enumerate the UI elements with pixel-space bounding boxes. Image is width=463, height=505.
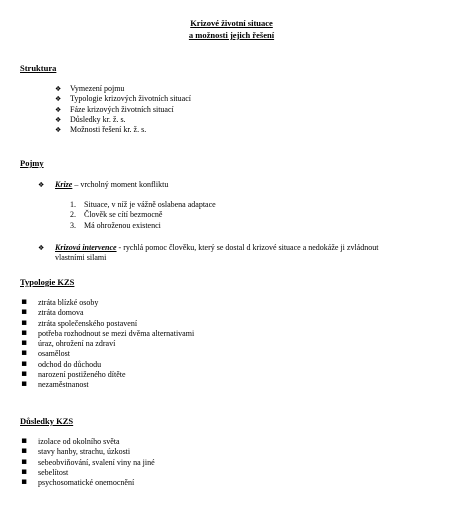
intervence-term: Krizová intervence [55, 243, 117, 252]
numbered-item: 1. Situace, v níž je vážně oslabena adaptace [70, 200, 216, 209]
list-item: ❖ Vymezení pojmu [55, 84, 191, 94]
intervence-description-cont: vlastními silami [55, 253, 107, 263]
list-item: ▪ potřeba rozhodnout se mezi dvěma alternativami [21, 329, 194, 339]
list-item: ▪ odchod do důchodu [21, 360, 194, 370]
heading-typologie: Typologie KZS [20, 277, 75, 287]
krize-subitems [70, 200, 216, 231]
numbered-item: 2. Člověk se cítí bezmocně [70, 210, 163, 220]
krize-definition [55, 180, 168, 190]
typologie-list [21, 298, 194, 391]
list-item: ▪ narození postiženého dítěte [21, 370, 194, 380]
list-item: ▪ psychosomatické onemocnění [21, 478, 155, 488]
diamond-bullet-icon: ❖ [38, 244, 45, 252]
list-item: ▪ osamělost [21, 349, 194, 359]
list-item: ❖ Typologie krizových životních situací [55, 94, 191, 104]
list-item: ▪ ztráta společenského postavení [21, 319, 194, 329]
list-item: ❖ Fáze krizových životních situací [55, 105, 191, 115]
intervence-definition [55, 243, 378, 253]
list-item: ▪ nezaměstnanost [21, 380, 194, 390]
dusledky-list [21, 437, 155, 488]
numbered-item: 3. Má ohroženou existenci [70, 220, 161, 230]
diamond-bullet-icon: ❖ [38, 181, 45, 189]
list-item: ▪ ztráta blízké osoby [21, 298, 194, 308]
heading-pojmy: Pojmy [20, 158, 44, 168]
list-item: ❖ Důsledky kr. ž. s. [55, 115, 191, 125]
heading-struktura: Struktura [20, 63, 57, 73]
list-item: ▪ ztráta domova [21, 308, 194, 318]
intervence-description: - rychlá pomoc člověku, který se dostal d krizové situace a nedokáže ji zvládnout [116, 243, 379, 252]
heading-dusledky: Důsledky KZS [20, 416, 74, 426]
list-item: ▪ sebeobviňování, svalení viny na jiné [21, 458, 155, 468]
list-item: ▪ úraz, ohrožení na zdraví [21, 339, 194, 349]
krize-term: Krize [55, 180, 73, 189]
krize-description: – vrcholný moment konfliktu [72, 180, 169, 189]
list-item: ▪ sebelítost [21, 468, 155, 478]
document-title-line-1: Krizové životní situace [190, 18, 273, 28]
list-item: ▪ izolace od okolního světa [21, 437, 155, 447]
struktura-list [55, 84, 191, 135]
list-item: ▪ stavy hanby, strachu, úzkosti [21, 447, 155, 457]
document-title-line-2: a možnosti jejich řešení [188, 30, 275, 40]
list-item: ❖ Možnosti řešení kr. ž. s. [55, 125, 191, 135]
